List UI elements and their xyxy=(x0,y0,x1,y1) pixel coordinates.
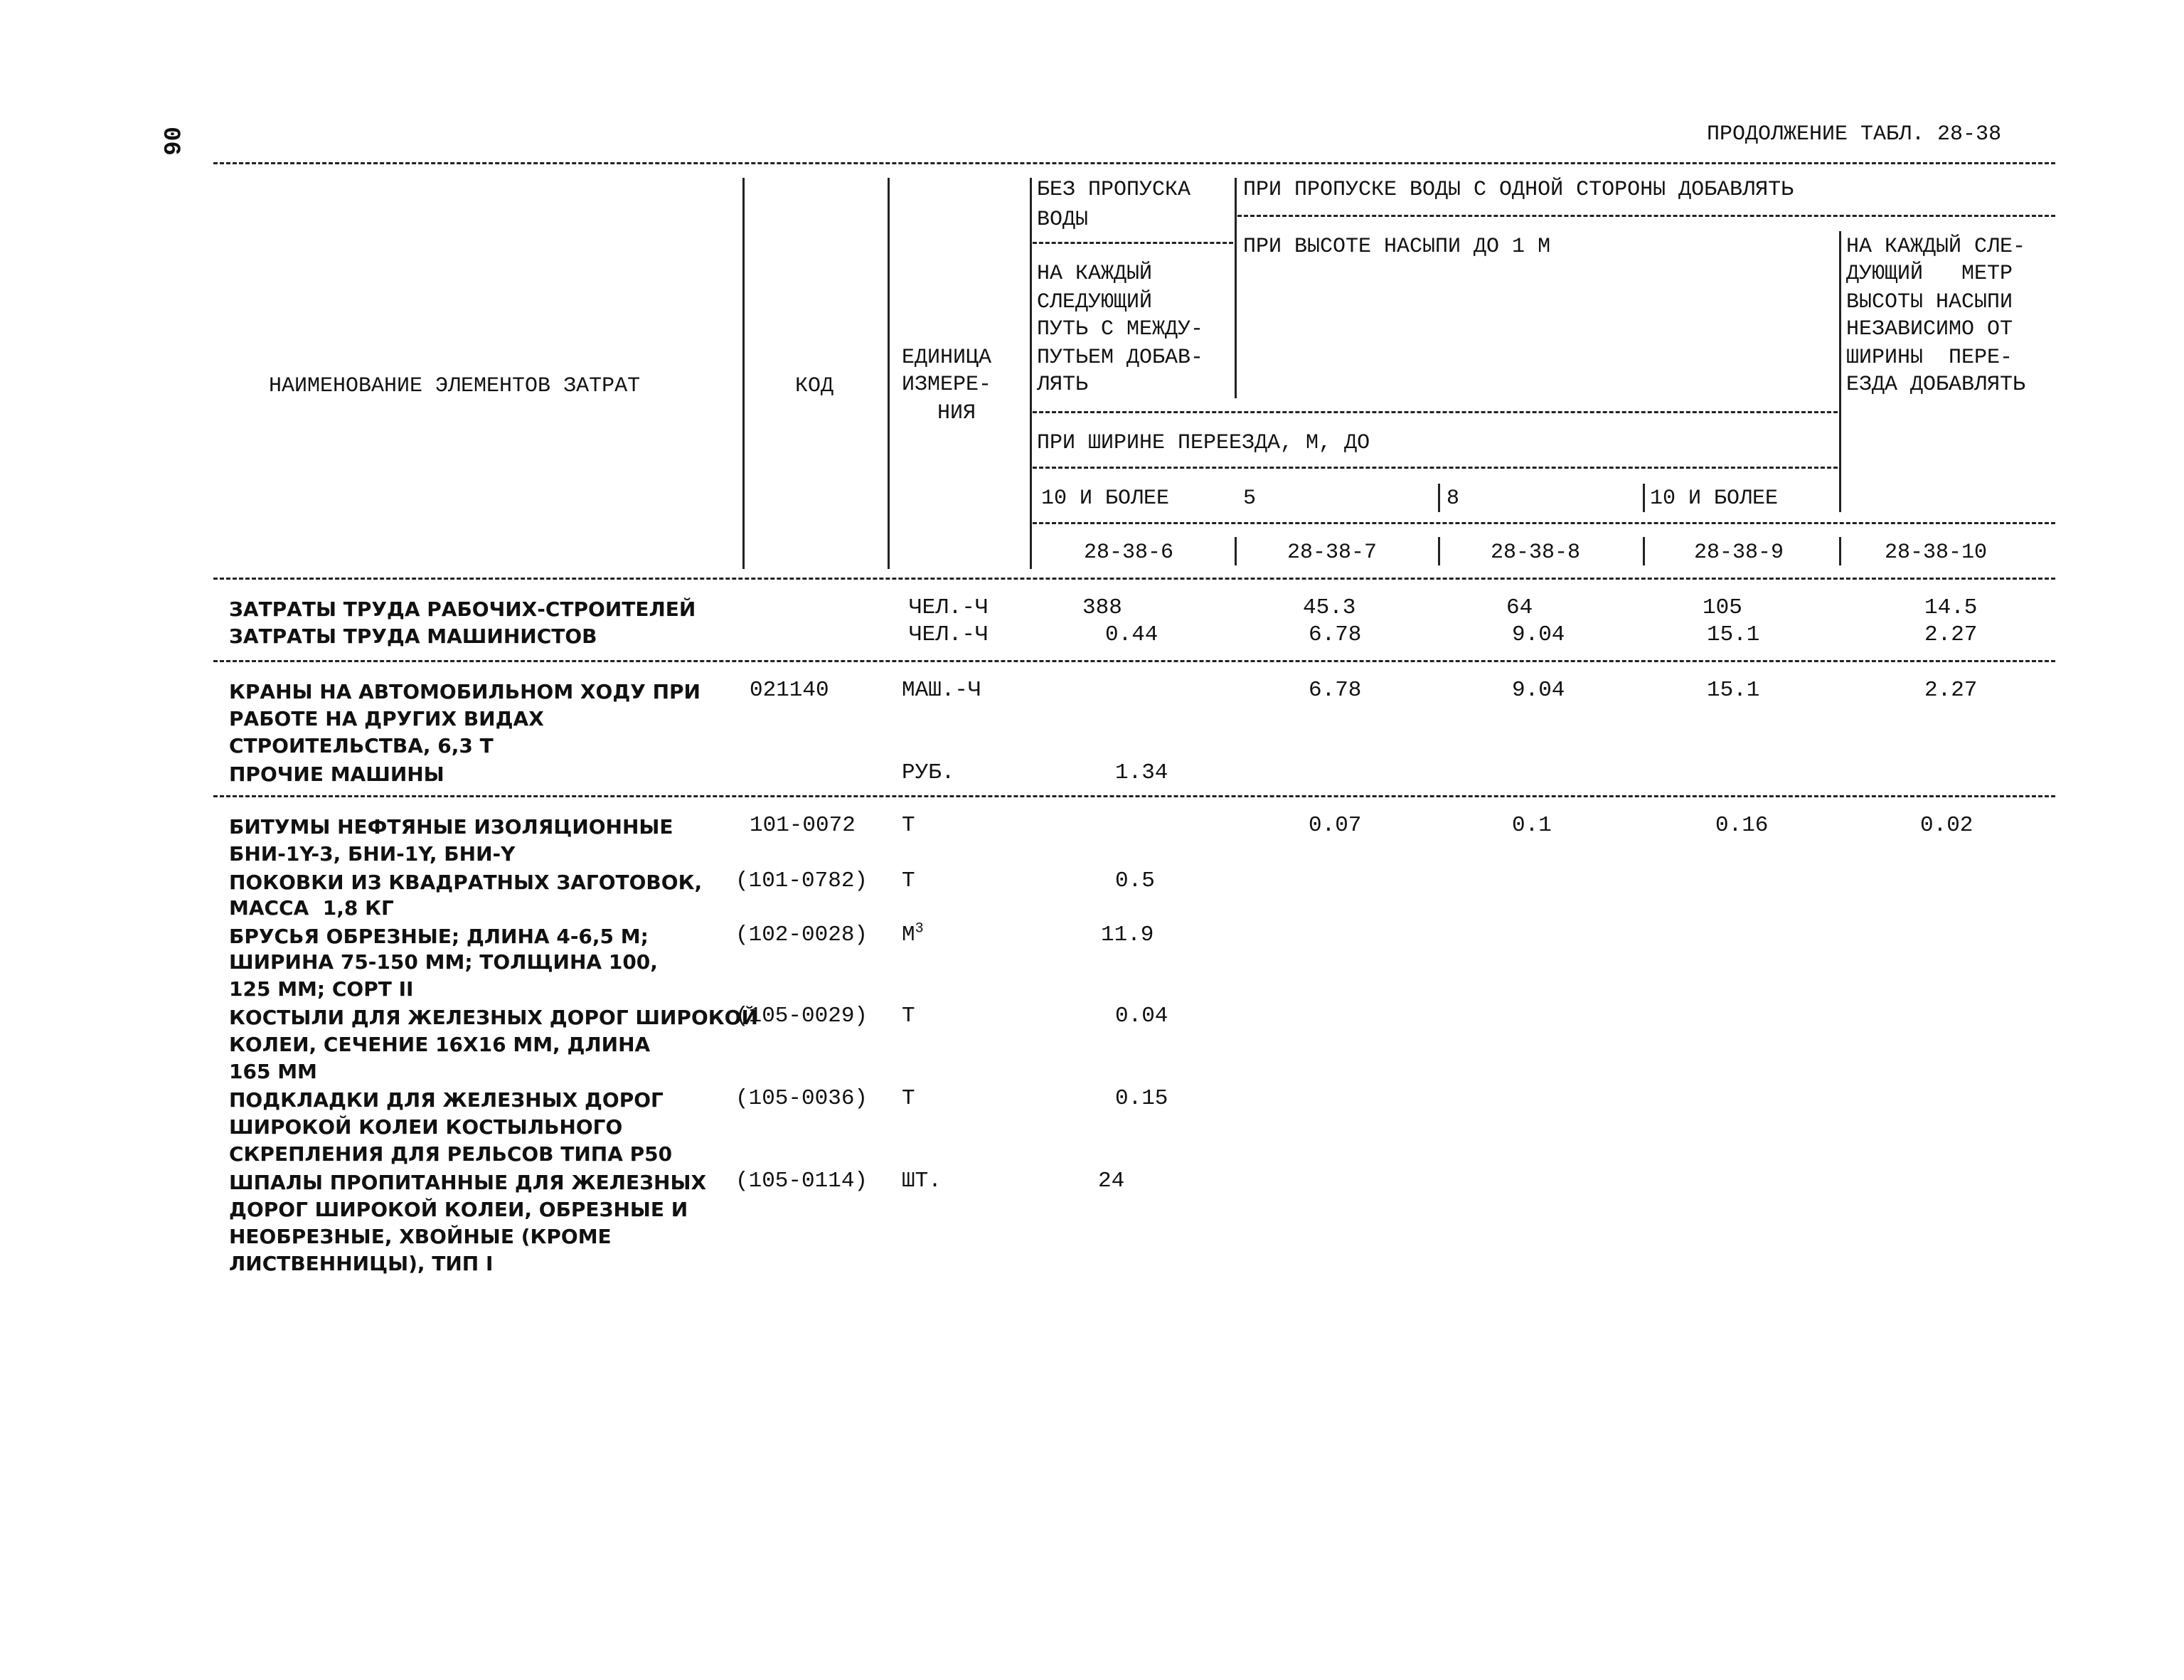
row-name-line: БНИ-1Y-3, БНИ-1Y, БНИ-Y xyxy=(229,842,516,866)
row-unit: Т xyxy=(902,1004,915,1028)
row-name-line: ЛИСТВЕННИЦЫ), ТИП I xyxy=(229,1252,494,1275)
row-value: 0.5 xyxy=(1115,868,1155,893)
row-name-line: ПРОЧИЕ МАШИНЫ xyxy=(229,762,444,786)
header-line-above-width xyxy=(1033,411,1838,413)
row-value: 0.04 xyxy=(1115,1004,1168,1028)
header-each-meter-line-5: ШИРИНЫ ПЕРЕ- xyxy=(1846,346,2013,370)
page-number: 06 xyxy=(156,127,183,156)
header-each-track-line-5: ЛЯТЬ xyxy=(1037,373,1089,397)
header-with-water: ПРИ ПРОПУСКЕ ВОДЫ С ОДНОЙ СТОРОНЫ ДОБАВЛЯТЬ xyxy=(1243,178,1794,202)
header-divider-code-10 xyxy=(1839,537,1841,565)
row-code: (105-0036) xyxy=(735,1086,868,1111)
row-value: 9.04 xyxy=(1512,678,1565,703)
row-name: ЗАТРАТЫ ТРУДА РАБОЧИХ-СТРОИТЕЛЕЙ xyxy=(229,597,696,621)
header-each-track-line-4: ПУТЬЕМ ДОБАВ- xyxy=(1037,346,1204,370)
table-top-border xyxy=(213,162,2055,164)
section-divider xyxy=(213,660,2055,662)
row-name-line: СТРОИТЕЛЬСТВА, 6,3 Т xyxy=(229,734,494,757)
row-unit: ШТ. xyxy=(902,1169,942,1193)
header-divider-code-9 xyxy=(1643,537,1645,565)
row-name-line: ДОРОГ ШИРОКОЙ КОЛЕИ, ОБРЕЗНЫЕ И xyxy=(229,1198,688,1221)
unit-superscript: 3 xyxy=(915,920,924,937)
row-value: 0.15 xyxy=(1115,1086,1168,1111)
header-embankment-height: ПРИ ВЫСОТЕ НАСЫПИ ДО 1 М xyxy=(1243,235,1551,259)
header-code-5: 28-38-10 xyxy=(1885,541,1988,565)
row-unit: ЧЕЛ.-Ч xyxy=(909,622,989,647)
row-code: (101-0782) xyxy=(735,868,868,893)
header-divider-code-7 xyxy=(1235,537,1237,565)
header-each-meter-line-3: ВЫСОТЫ НАСЫПИ xyxy=(1846,290,2013,314)
row-value: 64 xyxy=(1506,595,1533,620)
header-width-4: 10 И БОЛЕЕ xyxy=(1650,487,1779,511)
header-line-under-nowater xyxy=(1033,242,1233,244)
row-code: (102-0028) xyxy=(735,923,868,947)
row-unit xyxy=(902,922,924,949)
header-each-track-line-2: СЛЕДУЮЩИЙ xyxy=(1037,290,1153,314)
row-unit: Т xyxy=(902,1086,915,1111)
header-crossing-width: ПРИ ШИРИНЕ ПЕРЕЕЗДА, М, ДО xyxy=(1037,431,1370,455)
row-unit: МАШ.-Ч xyxy=(902,678,981,703)
row-value: 0.07 xyxy=(1309,813,1362,838)
header-code-2: 28-38-7 xyxy=(1287,541,1378,565)
header-width-3: 8 xyxy=(1447,487,1460,511)
row-value: 0.02 xyxy=(1920,813,1973,838)
row-name-line: 125 ММ; СОРТ II xyxy=(229,977,414,1001)
header-unit-line-3: НИЯ xyxy=(937,401,976,425)
header-unit-line-2: ИЗМЕРЕ- xyxy=(902,373,992,397)
header-divider-code-unit xyxy=(888,178,890,569)
row-name-line: СКРЕПЛЕНИЯ ДЛЯ РЕЛЬСОВ ТИПА Р50 xyxy=(229,1142,673,1166)
row-value: 45.3 xyxy=(1303,595,1356,620)
row-unit: ЧЕЛ.-Ч xyxy=(909,595,989,620)
unit-base: М xyxy=(902,923,915,947)
row-value: 14.5 xyxy=(1924,595,1978,620)
row-name-line: КОСТЫЛИ ДЛЯ ЖЕЛЕЗНЫХ ДОРОГ ШИРОКОЙ xyxy=(229,1006,758,1029)
row-value: 2.27 xyxy=(1924,622,1978,647)
row-name-line: БРУСЬЯ ОБРЕЗНЫЕ; ДЛИНА 4-6,5 М; xyxy=(229,925,649,948)
header-code-4: 28-38-9 xyxy=(1694,541,1784,565)
header-each-track-line-1: НА КАЖДЫЙ xyxy=(1037,262,1153,286)
header-divider-name-code xyxy=(742,178,745,569)
header-bottom-border xyxy=(213,578,2055,580)
row-unit: Т xyxy=(902,868,915,893)
header-code-column: КОД xyxy=(795,374,834,398)
header-divider-width-8-10 xyxy=(1643,484,1645,512)
row-name-line: ПОКОВКИ ИЗ КВАДРАТНЫХ ЗАГОТОВОК, xyxy=(229,871,703,894)
header-width-1: 10 И БОЛЕЕ xyxy=(1041,487,1170,511)
header-name-column: НАИМЕНОВАНИЕ ЭЛЕМЕНТОВ ЗАТРАТ xyxy=(269,374,641,398)
header-unit-line-1: ЕДИНИЦА xyxy=(902,346,992,370)
row-code: 101-0072 xyxy=(750,813,856,838)
row-name-line: КОЛЕИ, СЕЧЕНИЕ 16Х16 ММ, ДЛИНА xyxy=(229,1033,651,1056)
row-name-line: ШИРИНА 75-150 ММ; ТОЛЩИНА 100, xyxy=(229,950,658,974)
row-value: 11.9 xyxy=(1101,923,1154,947)
header-line-under-width xyxy=(1033,467,1838,469)
row-value: 388 xyxy=(1082,595,1122,620)
row-name-line: ПОДКЛАДКИ ДЛЯ ЖЕЛЕЗНЫХ ДОРОГ xyxy=(229,1088,664,1112)
row-value: 15.1 xyxy=(1707,622,1760,647)
row-value: 0.1 xyxy=(1512,813,1552,838)
row-name-line: 165 ММ xyxy=(229,1060,317,1083)
row-value: 6.78 xyxy=(1309,678,1362,703)
row-value: 6.78 xyxy=(1309,622,1362,647)
header-width-2: 5 xyxy=(1243,487,1257,511)
section-divider xyxy=(213,795,2055,797)
continuation-title: ПРОДОЛЖЕНИЕ ТАБЛ. 28-38 xyxy=(1707,122,2002,147)
row-code: (105-0114) xyxy=(735,1169,868,1193)
row-value: 0.16 xyxy=(1715,813,1769,838)
header-nowater-line-2: ВОДЫ xyxy=(1037,208,1089,232)
row-name-line: ШИРОКОЙ КОЛЕИ КОСТЫЛЬНОГО xyxy=(229,1115,623,1139)
row-name-line: ШПАЛЫ ПРОПИТАННЫЕ ДЛЯ ЖЕЛЕЗНЫХ xyxy=(229,1171,707,1194)
header-each-meter-line-2: ДУЮЩИЙ МЕТР xyxy=(1846,262,2013,286)
header-each-meter-line-6: ЕЗДА ДОБАВЛЯТЬ xyxy=(1846,373,2026,397)
header-line-above-codes xyxy=(1033,522,2055,524)
row-value: 24 xyxy=(1098,1169,1125,1193)
row-value: 0.44 xyxy=(1105,622,1158,647)
row-name-line: НЕОБРЕЗНЫЕ, ХВОЙНЫЕ (КРОМЕ xyxy=(229,1225,612,1248)
row-value: 2.27 xyxy=(1924,678,1978,703)
header-divider-width-5-8 xyxy=(1438,484,1440,512)
header-each-meter-line-1: НА КАЖДЫЙ СЛЕ- xyxy=(1846,235,2026,259)
row-code: 021140 xyxy=(750,678,829,703)
row-value: 105 xyxy=(1703,595,1742,620)
header-divider-code-8 xyxy=(1438,537,1440,565)
header-divider-unit-values xyxy=(1030,178,1032,569)
header-divider-nowater xyxy=(1235,178,1237,398)
header-code-1: 28-38-6 xyxy=(1084,541,1174,565)
row-name-line: РАБОТЕ НА ДРУГИХ ВИДАХ xyxy=(229,707,544,730)
row-name-line: МАССА 1,8 КГ xyxy=(229,896,394,920)
row-unit: РУБ. xyxy=(902,760,955,785)
row-code: (105-0029) xyxy=(735,1004,868,1028)
row-unit: Т xyxy=(902,813,915,838)
header-line-under-title xyxy=(1237,215,2055,217)
row-value: 1.34 xyxy=(1115,760,1168,785)
row-name: ЗАТРАТЫ ТРУДА МАШИНИСТОВ xyxy=(229,624,597,648)
header-code-3: 28-38-8 xyxy=(1491,541,1581,565)
header-nowater-line-1: БЕЗ ПРОПУСКА xyxy=(1037,178,1191,202)
row-name-line: БИТУМЫ НЕФТЯНЫЕ ИЗОЛЯЦИОННЫЕ xyxy=(229,815,673,839)
row-value: 15.1 xyxy=(1707,678,1760,703)
header-divider-each-meter xyxy=(1839,231,1841,512)
header-each-track-line-3: ПУТЬ С МЕЖДУ- xyxy=(1037,317,1204,341)
row-name-line: КРАНЫ НА АВТОМОБИЛЬНОМ ХОДУ ПРИ xyxy=(229,680,701,703)
header-each-meter-line-4: НЕЗАВИСИМО ОТ xyxy=(1846,317,2013,341)
row-value: 9.04 xyxy=(1512,622,1565,647)
